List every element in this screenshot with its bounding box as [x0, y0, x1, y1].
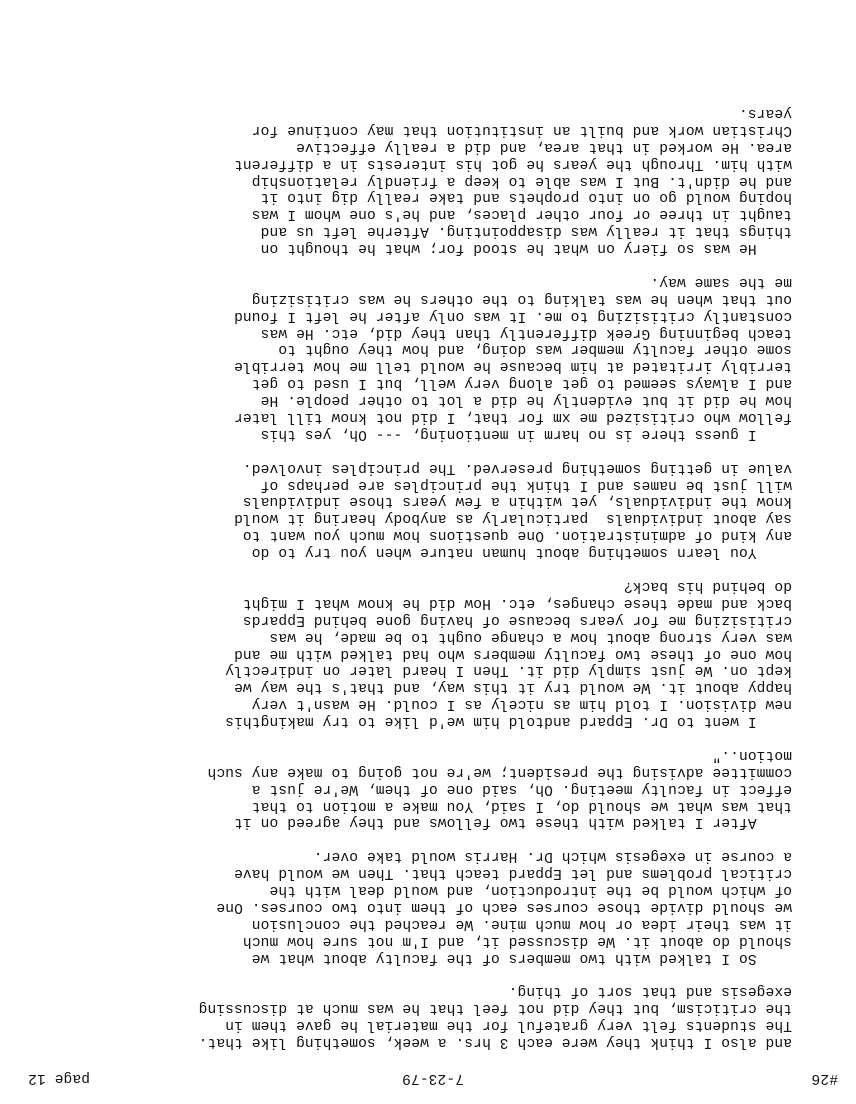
document-date: 7-23-79 [401, 1070, 464, 1086]
text-line: terribly irritated at him because he would tell me how terrible [233, 358, 792, 375]
paragraph-gap [0, 830, 856, 847]
text-line: So I talked with two members of the faculty about what we [251, 949, 792, 966]
text-line: effect in faculty meeting. Oh, said one of them, We're just a [251, 780, 792, 797]
text-line: teach beginning Greek differently than they did, etc. He was [260, 324, 792, 341]
text-line: motion.." [712, 746, 792, 763]
text-line: Christian work and built an institution that may continue for [251, 121, 792, 138]
text-line: the criticism, but they did not feel that he was much at discussing [198, 1000, 792, 1017]
text-line: years. [738, 105, 792, 122]
text-line: and he didn't. But I was able to keep a friendly relationship [251, 172, 792, 189]
transcript-body [0, 104, 856, 1050]
text-line: and also I think they were each 3 hrs. a week, something like that. [198, 1034, 792, 1050]
text-line: things that it really was disappointing. Afterhe left us and [260, 223, 792, 240]
text-line: new division. I told him as nicely as I could. He wasn't very [251, 696, 792, 713]
page-header [28, 1068, 838, 1086]
text-line: how one of these two faculty members who had talked with me and [233, 645, 792, 662]
text-line: I went to Dr. Eppard andtold him we'd like to try makingthis [225, 713, 792, 730]
paragraph-gap [0, 560, 856, 577]
text-line: do behind his back? [623, 577, 792, 594]
text-line: taught in three or four other places, and he's one whom I was [251, 206, 792, 223]
text-line: that was what we should do, I said, You make a motion to that [251, 797, 792, 814]
text-line: committee advising the president; we're not going to make any such [207, 763, 792, 780]
page-number: page 12 [28, 1070, 91, 1086]
text-line: will just be names and I think the principles are perhaps of [260, 476, 792, 493]
text-line: critisizing me for years because of having gone behind Eppards [242, 611, 792, 628]
text-line: with him. Through the years he got his interests in a different [233, 155, 792, 172]
text-line: kept on. We just simply did it. Then I heard later on indirectly [225, 662, 792, 679]
text-line: area. He worked in that area, and did a really effective [295, 138, 792, 155]
text-line: critical problems and let Eppard teach that. Then we would have [233, 865, 792, 882]
text-line: value in getting something preserved. The principles involved. [242, 459, 792, 476]
text-line: some other faculty member was doing, and how they ought to [278, 341, 792, 358]
text-line: exegesis and that sort of thing. [508, 983, 792, 1000]
text-line: I guess there is no harm in mentioning, --- Oh, yes this [260, 425, 792, 442]
text-line: it was their idea or how much mine. We reached the conclusion [251, 915, 792, 932]
text-line: back and made these changes, etc. How did he know what I might [242, 594, 792, 611]
text-line: a course in exegesis which Dr. Harris would take over. [313, 848, 792, 865]
text-line: me the same way. [650, 273, 792, 290]
text-line: After I talked with these two fellows and they agreed on it [233, 814, 792, 831]
paragraph-gap [0, 729, 856, 746]
text-line: happy about it. We would try it this way, and that's the way we [233, 679, 792, 696]
text-line: hoping would go on into prophets and take really dig into it [260, 189, 792, 206]
text-line: any kind of administration. One questions how much you want to [242, 527, 792, 544]
text-line: should do about it. We discussed it, and I'm not sure how much [242, 932, 792, 949]
paragraph-gap [0, 966, 856, 983]
text-line: say about individuals particularly as anybody hearing it would [233, 510, 792, 527]
text-line: we should divide those courses each of them into two courses. One [216, 898, 792, 915]
document-number: #26 [811, 1070, 838, 1086]
text-line: and I always seemed to get along very well, but I used to get [251, 375, 792, 392]
text-line: of which would be the introduction, and would deal with the [269, 881, 792, 898]
text-line: constantly critisizing to me. It was only after he left I found [233, 307, 792, 324]
paragraph-gap [0, 442, 856, 459]
text-line: He was so fiery on what he stood for; what he thought on [260, 240, 792, 257]
text-line: how he did it but evidently he did a lot to other people. He [260, 392, 792, 409]
paragraph-gap [0, 256, 856, 273]
text-line: out that when he was talking to the others he was critisizing [251, 290, 792, 307]
text-line: The students felt very grateful for the material he gave them in [225, 1017, 792, 1034]
text-line: was very strong about how a change ought to be made, he was [269, 628, 792, 645]
text-line: fellow who critisized me xm for that, I did not know till later [233, 409, 792, 426]
text-line: know the individuals, yet within a few years those individuals [242, 493, 792, 510]
text-line: You learn something about human nature when you try to do [251, 544, 792, 561]
